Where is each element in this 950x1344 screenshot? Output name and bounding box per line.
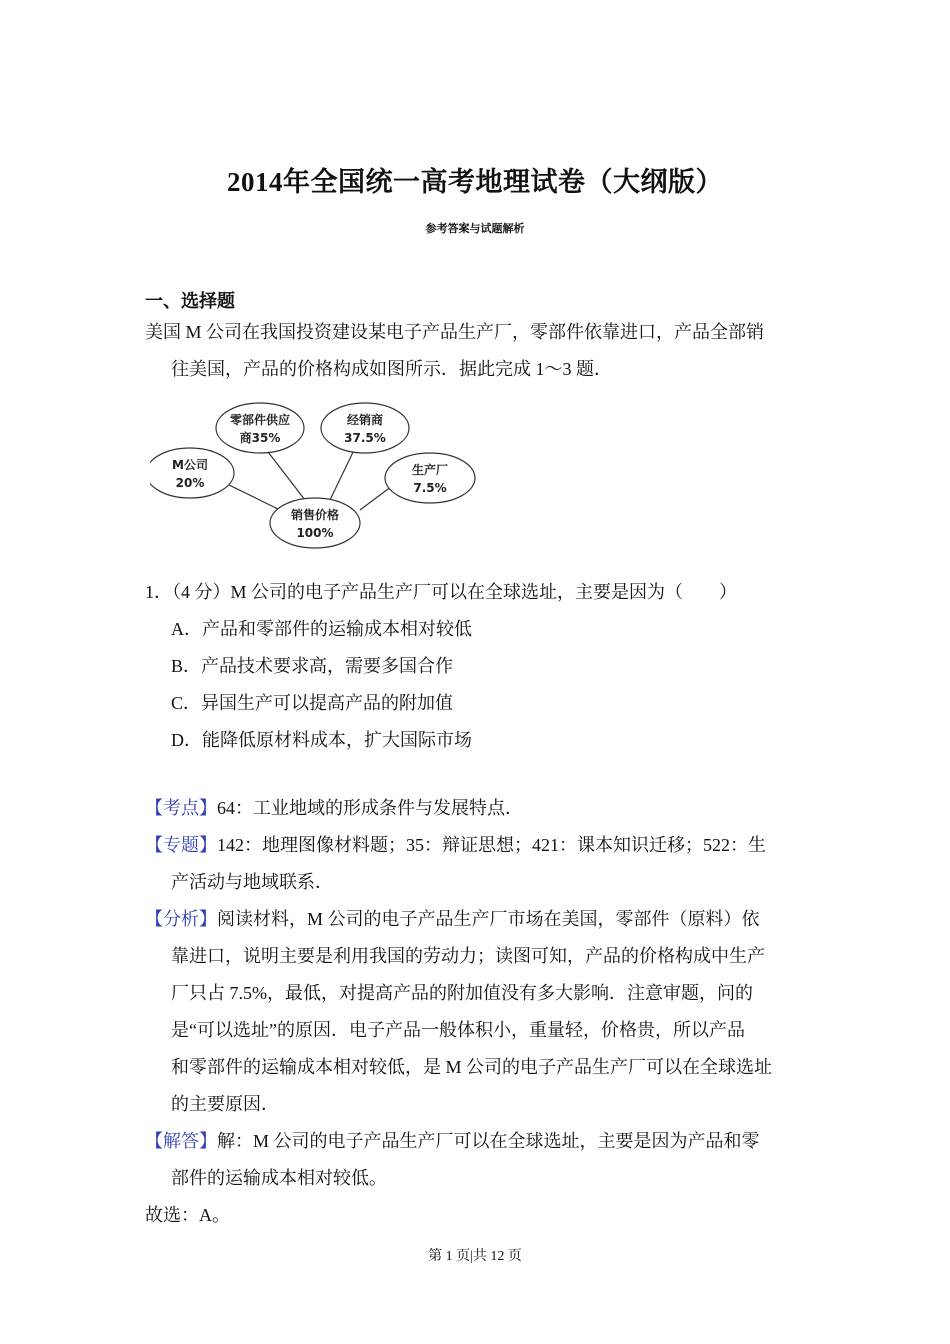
document-subtitle: 参考答案与试题解析 <box>425 222 525 235</box>
fenxi-tag: 【分析】 <box>145 909 217 929</box>
price-composition-diagram <box>150 398 480 558</box>
node-supplier-value: 商35% <box>239 431 281 445</box>
page-footer: 第 1 页|共 12 页 <box>428 1249 522 1264</box>
final-answer: 故选：A。 <box>145 1205 230 1225</box>
zhuanti-tag: 【专题】 <box>145 835 217 855</box>
node-m-company-value: 20% <box>175 476 205 490</box>
option-b: B．产品技术要求高，需要多国合作 <box>171 656 454 676</box>
document-title: 2014年全国统一高考地理试卷（大纲版） <box>227 167 723 197</box>
node-price-label: 销售价格 <box>290 508 340 522</box>
kaodian-tag: 【考点】 <box>145 798 217 818</box>
node-supplier-label: 零部件供应 <box>229 413 291 427</box>
option-a: A．产品和零部件的运输成本相对较低 <box>171 619 472 639</box>
jieda-block <box>145 1123 810 1234</box>
node-distributor-value: 37.5% <box>344 431 386 445</box>
fenxi-text: 阅读材料，M 公司的电子产品生产厂市场在美国，零部件（原料）依 <box>217 909 760 929</box>
section-heading: 一、选择题 <box>145 291 235 311</box>
node-distributor-label: 经销商 <box>346 413 384 427</box>
jieda-tag: 【解答】 <box>145 1131 217 1151</box>
fenxi-text: 的主要原因． <box>171 1094 279 1114</box>
node-factory-value: 7.5% <box>413 481 447 495</box>
kaodian-block <box>145 790 810 827</box>
jieda-text: 部件的运输成本相对较低。 <box>171 1168 387 1188</box>
kaodian-text: 64：工业地域的形成条件与发展特点． <box>217 798 523 818</box>
question-1 <box>145 574 810 759</box>
intro-line: 往美国，产品的价格构成如图所示．据此完成 1～3 题． <box>171 359 612 379</box>
zhuanti-text: 142：地理图像材料题；35：辩证思想；421：课本知识迁移；522：生 <box>217 835 766 855</box>
fenxi-text: 和零部件的运输成本相对较低，是 M 公司的电子产品生产厂可以在全球选址 <box>171 1057 773 1077</box>
fenxi-text: 靠进口，说明主要是利用我国的劳动力；读图可知，产品的价格构成中生产 <box>171 946 765 966</box>
option-c: C．异国生产可以提高产品的附加值 <box>171 693 454 713</box>
option-d: D．能降低原材料成本，扩大国际市场 <box>171 730 472 750</box>
intro-line: 美国 M 公司在我国投资建设某电子产品生产厂，零部件依靠进口，产品全部销 <box>145 322 765 342</box>
zhuanti-text: 产活动与地域联系． <box>171 872 333 892</box>
node-price-value: 100% <box>296 526 334 540</box>
zhuanti-block <box>145 827 810 901</box>
question-stem: 1．（4 分）M 公司的电子产品生产厂可以在全球选址，主要是因为（ ） <box>145 582 738 602</box>
intro-paragraph <box>145 314 810 388</box>
jieda-text: 解：M 公司的电子产品生产厂可以在全球选址，主要是因为产品和零 <box>217 1131 760 1151</box>
fenxi-block <box>145 901 810 1123</box>
node-m-company-label: M公司 <box>172 458 208 472</box>
node-factory-label: 生产厂 <box>411 463 449 477</box>
fenxi-text: 是“可以选址”的原因．电子产品一般体积小，重量轻，价格贵，所以产品 <box>171 1020 745 1040</box>
fenxi-text: 厂只占 7.5%，最低，对提高产品的附加值没有多大影响．注意审题，问的 <box>171 983 753 1003</box>
